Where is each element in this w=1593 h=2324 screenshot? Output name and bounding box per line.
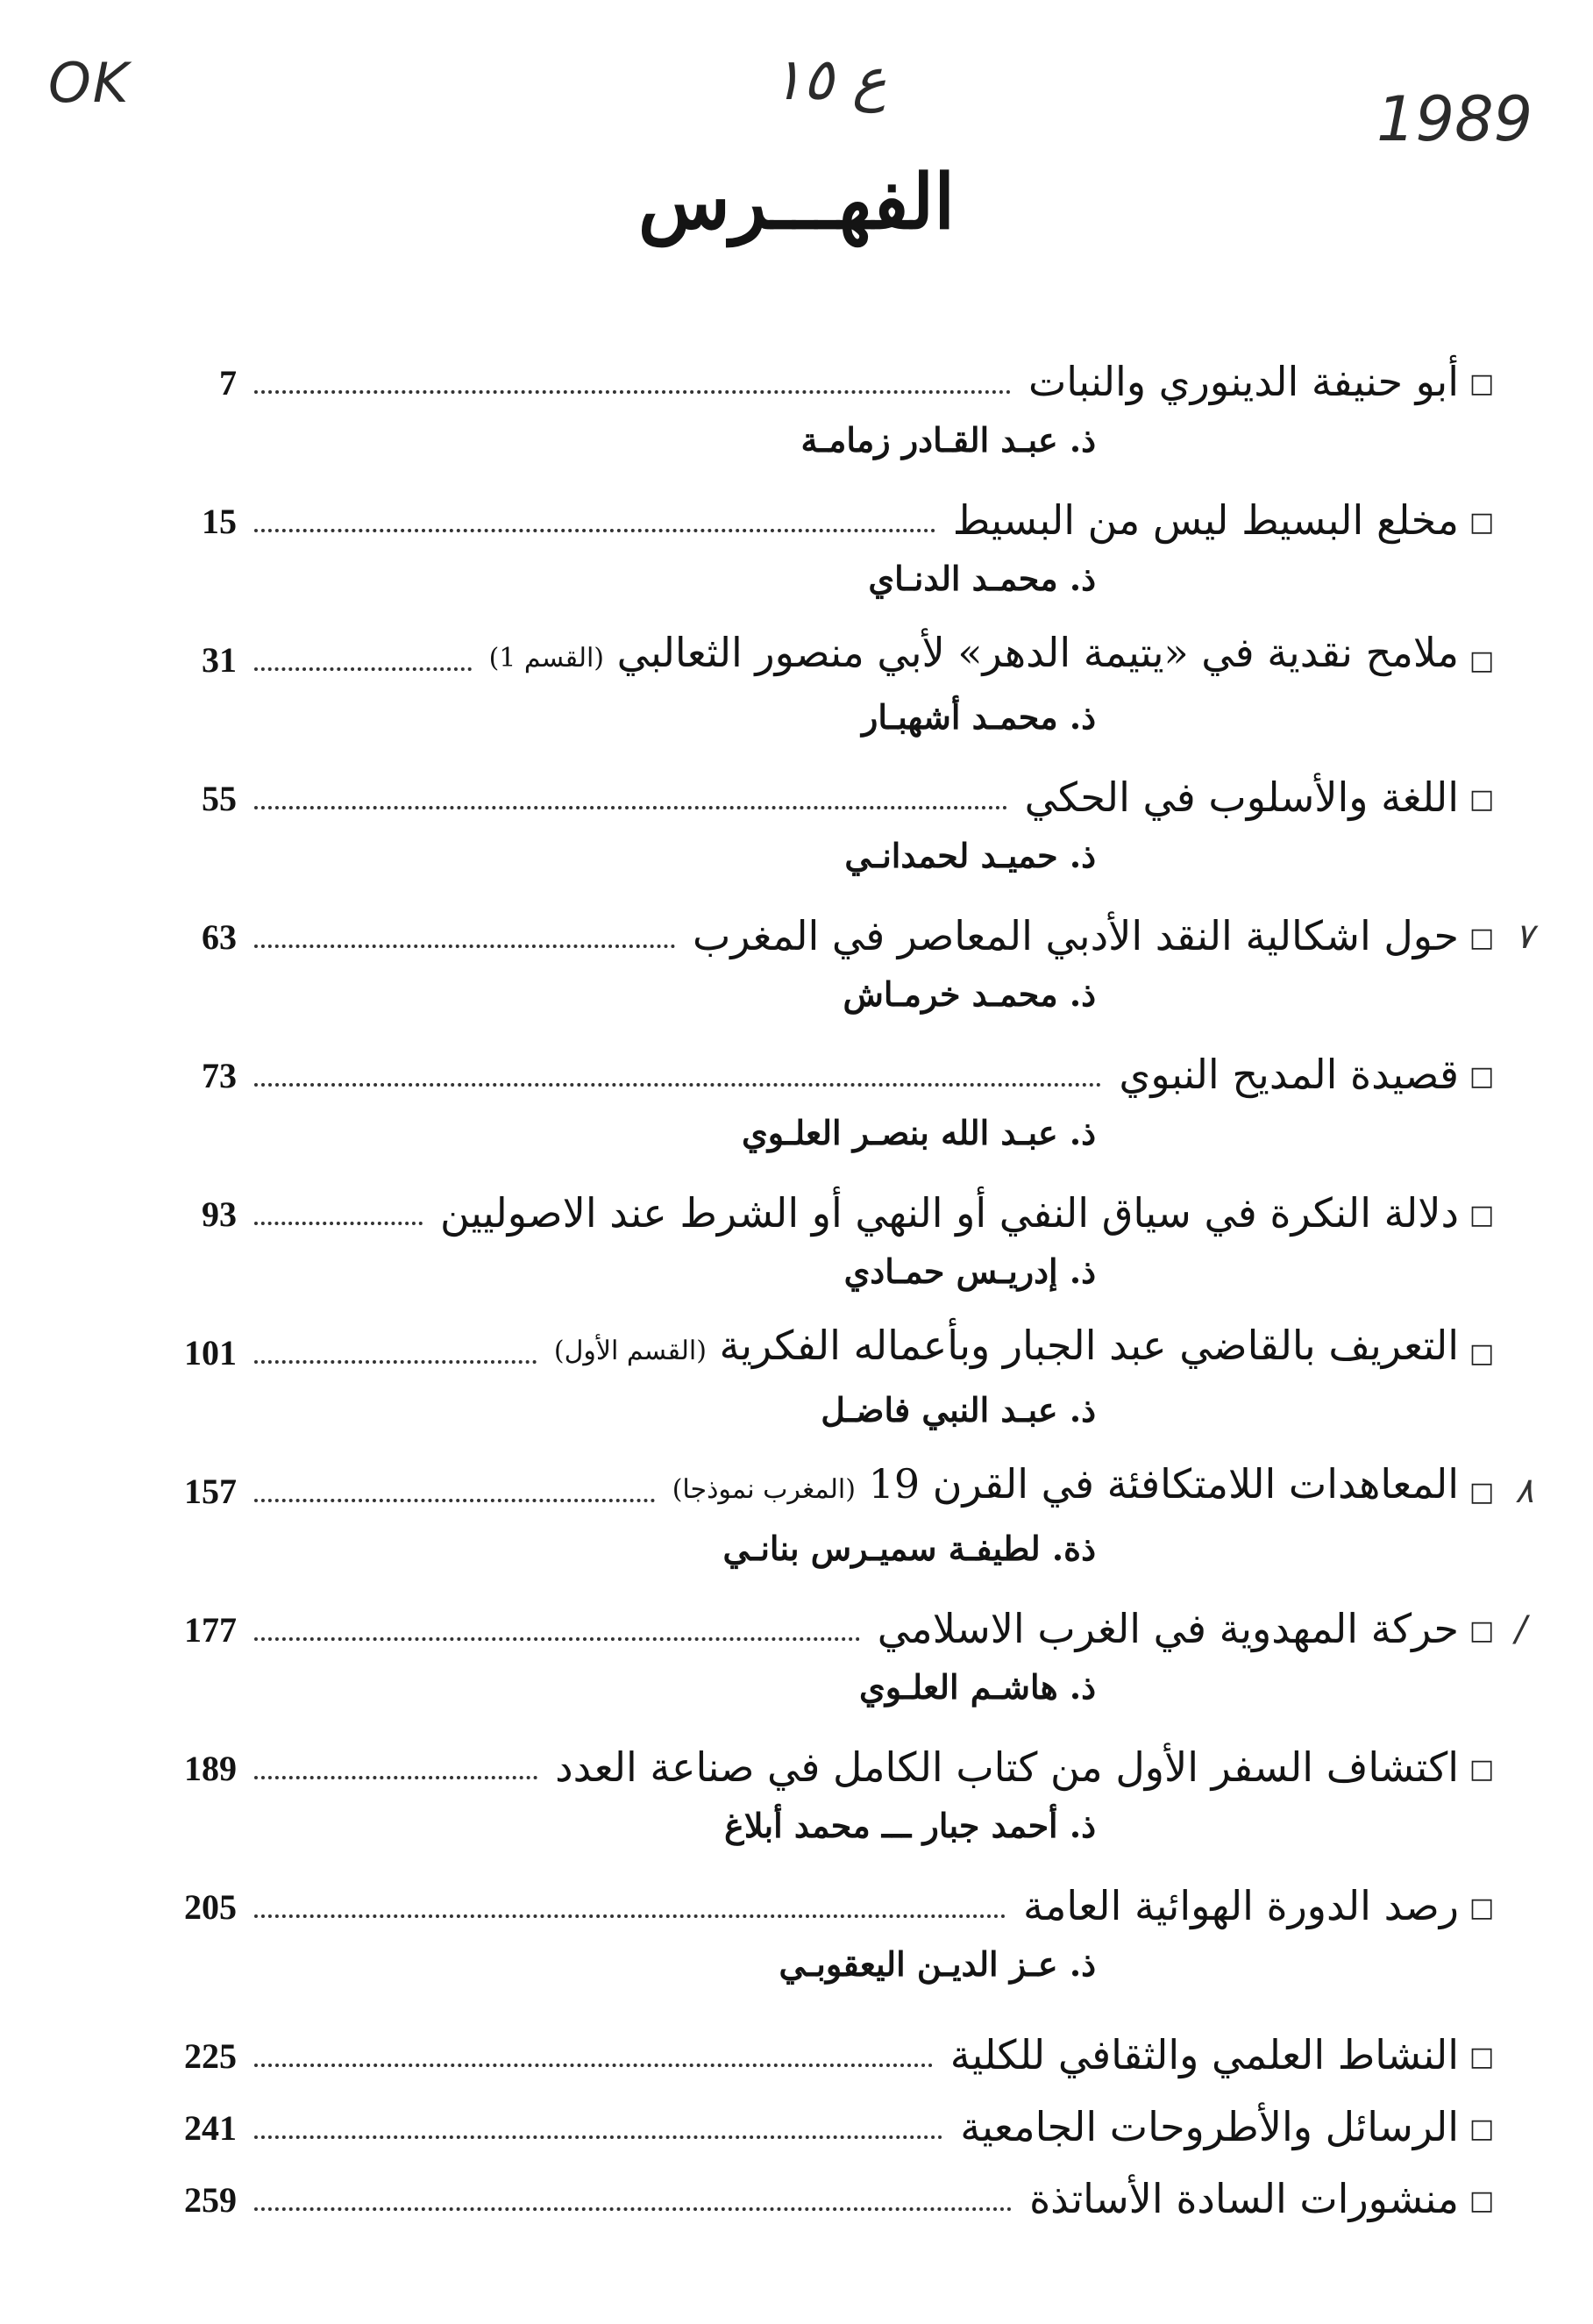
toc-entry-title-text: التعريف بالقاضي عبد الجبار وبأعماله الفكرية — [719, 1322, 1459, 1369]
toc-page-number: 259 — [184, 2180, 237, 2220]
toc-page-number: 73 — [202, 1056, 237, 1095]
toc-entry-author: ذ. عبـد القـادر زمامـة — [800, 420, 1096, 460]
toc-entry-title-text: أبو حنيفة الدينوري والنبات — [1028, 358, 1459, 405]
toc-entry-title-text: الرسائل والأطروحات الجامعية — [960, 2103, 1459, 2150]
dot-leader — [254, 2135, 942, 2139]
bullet-box-icon: □ — [1469, 2042, 1495, 2072]
toc-entry-author: ذ. حميـد لحمدانـي — [844, 836, 1096, 875]
toc-page-number: 177 — [184, 1610, 237, 1650]
toc-entry[interactable] — [167, 762, 1499, 875]
toc-entry-title — [878, 1602, 1464, 1655]
toc-entry-title — [1028, 355, 1464, 408]
toc-page-number: 225 — [184, 2036, 237, 2076]
toc-entry-author: ذ. أحمد جبار ـــ محمد أبلاغ — [724, 1806, 1096, 1845]
bullet-box-icon: □ — [1469, 1477, 1495, 1508]
dot-leader — [254, 806, 1007, 809]
toc-entry-title-text: منشورات السادة الأساتذة — [1029, 2175, 1459, 2222]
toc-page-number: 101 — [184, 1333, 237, 1372]
toc-entry-title-text: اللغة والأسلوب في الحكي — [1024, 773, 1459, 821]
toc-entry-title-text: المعاهدات اللامتكافئة في القرن 19 — [868, 1460, 1459, 1508]
bullet-box-icon: □ — [1469, 2114, 1495, 2144]
toc-entry-title — [960, 2100, 1464, 2153]
toc-page-number: 189 — [184, 1749, 237, 1788]
page-title: الفهـــرس — [637, 158, 956, 246]
toc-entry-title — [950, 2028, 1464, 2081]
bullet-box-icon: □ — [1469, 1754, 1495, 1785]
toc-entry[interactable] — [167, 1593, 1527, 1707]
dot-leader — [254, 1499, 655, 1502]
toc-entry[interactable] — [167, 1316, 1499, 1429]
toc-entry-subtitle: (القسم الأول) — [553, 1336, 707, 1366]
bullet-box-icon: □ — [1469, 507, 1495, 538]
bullet-box-icon: □ — [1469, 2185, 1495, 2216]
toc-entry-author: ذ. عـز الديـن اليعقوبـي — [779, 1944, 1096, 1984]
dot-leader — [254, 1222, 423, 1225]
bullet-box-icon: □ — [1469, 1338, 1495, 1369]
toc-entry[interactable] — [167, 1178, 1499, 1291]
toc-entry-title-text: النشاط العلمي والثقافي للكلية — [949, 2031, 1459, 2078]
toc-page-number: 205 — [184, 1887, 237, 1927]
toc-entry-title-text: رصد الدورة الهوائية العامة — [1023, 1882, 1459, 1929]
dot-leader — [254, 1083, 1101, 1087]
dot-leader — [254, 1914, 1006, 1918]
toc-page-number: 157 — [184, 1472, 237, 1511]
toc-entry[interactable] — [167, 485, 1499, 598]
toc-entry-author: ذ. إدريـس حمـادي — [843, 1251, 1096, 1291]
toc-entry-title-text: ملامح نقدية في «يتيمة الدهر» لأبي منصور الثعالبي — [616, 629, 1459, 676]
dot-leader — [254, 1637, 860, 1641]
toc-entry[interactable] — [167, 1039, 1499, 1152]
toc-entry-author: ذ. عبـد الله بنصـر العلـوي — [741, 1113, 1096, 1152]
toc-entry-title — [554, 1319, 1464, 1378]
toc-page-number: 241 — [184, 2108, 237, 2148]
toc-entry[interactable] — [167, 1871, 1499, 1984]
toc-entry-title — [693, 909, 1464, 962]
toc-entry[interactable] — [167, 1455, 1534, 1568]
bullet-box-icon: □ — [1469, 1061, 1495, 1092]
dot-leader — [254, 1360, 537, 1364]
bullet-box-icon: □ — [1469, 645, 1495, 676]
toc-entry-title — [672, 1458, 1464, 1516]
toc-page-number: 93 — [202, 1194, 237, 1234]
toc-entry[interactable] — [167, 624, 1499, 737]
toc-entry-title-text: قصيدة المديح النبوي — [1119, 1051, 1459, 1098]
bullet-box-icon: □ — [1469, 1200, 1495, 1230]
handwritten-issue-number: ع ١٥ — [772, 46, 887, 113]
bullet-box-icon: □ — [1469, 784, 1495, 815]
dot-leader — [254, 390, 1011, 394]
bullet-box-icon: □ — [1469, 1615, 1495, 1646]
toc-entry-author: ذ. محمـد أشهبـار — [862, 697, 1096, 737]
handwritten-year: 1989 — [1376, 83, 1533, 155]
toc-page-number: 55 — [202, 779, 237, 818]
handwritten-margin-mark: ٨ — [1515, 1471, 1534, 1511]
dot-leader — [254, 1776, 537, 1779]
toc-entry-title — [1023, 1879, 1464, 1932]
toc-entry-title — [1029, 2172, 1464, 2225]
handwritten-ok-note: OK — [48, 51, 131, 115]
bullet-box-icon: □ — [1469, 368, 1495, 399]
dot-leader — [254, 945, 675, 948]
toc-entry-author: ذة. لطيفـة سميـرس بنانـي — [722, 1529, 1096, 1568]
toc-entry-title — [555, 1741, 1464, 1793]
toc-page-number: 63 — [202, 917, 237, 957]
dot-leader — [254, 2064, 933, 2067]
toc-page-number: 31 — [202, 640, 237, 680]
toc-entry[interactable] — [167, 346, 1499, 460]
toc-entry-title — [440, 1187, 1464, 1239]
toc-entry-author: ذ. هاشـم العلـوي — [858, 1667, 1096, 1707]
bullet-box-icon: □ — [1469, 923, 1495, 953]
toc-entry-author: ذ. محمـد الدنـاي — [868, 559, 1096, 598]
toc-entry-author: ذ. محمـد خرمـاش — [843, 974, 1096, 1014]
toc-entry-title-text: اكتشاف السفر الأول من كتاب الكامل في صناعة العدد — [555, 1743, 1459, 1791]
dot-leader — [254, 667, 472, 671]
toc-entry-title-text: حركة المهدوية في الغرب الاسلامي — [877, 1605, 1459, 1652]
toc-entry[interactable] — [167, 901, 1534, 1014]
dot-leader — [254, 2207, 1012, 2211]
toc-entry-title — [1119, 1048, 1464, 1101]
toc-entry-title — [1025, 771, 1464, 823]
toc-entry-author: ذ. عبـد النبي فاضـل — [821, 1390, 1096, 1429]
toc-entry-subtitle: (المغرب نموذجا) — [672, 1474, 856, 1505]
bullet-box-icon: □ — [1469, 1893, 1495, 1923]
dot-leader — [254, 529, 935, 532]
toc-entry-title — [953, 494, 1464, 546]
handwritten-margin-mark: ٧ — [1515, 916, 1534, 957]
toc-page-number: 7 — [219, 363, 237, 403]
toc-entry-title-text: دلالة النكرة في سياق النفي أو النهي أو الشرط عند الاصوليين — [440, 1189, 1459, 1237]
toc-entry[interactable] — [167, 2164, 1499, 2260]
toc-entry-title — [489, 626, 1464, 685]
toc-entry-title-text: مخلع البسيط ليس من البسيط — [952, 496, 1459, 544]
toc-entry-title-text: حول اشكالية النقد الأدبي المعاصر في المغرب — [692, 912, 1459, 959]
toc-page-number: 15 — [202, 502, 237, 541]
handwritten-margin-mark: / — [1515, 1609, 1527, 1650]
toc-entry[interactable] — [167, 1732, 1499, 1845]
toc-entry-subtitle: (القسم 1) — [488, 643, 604, 674]
